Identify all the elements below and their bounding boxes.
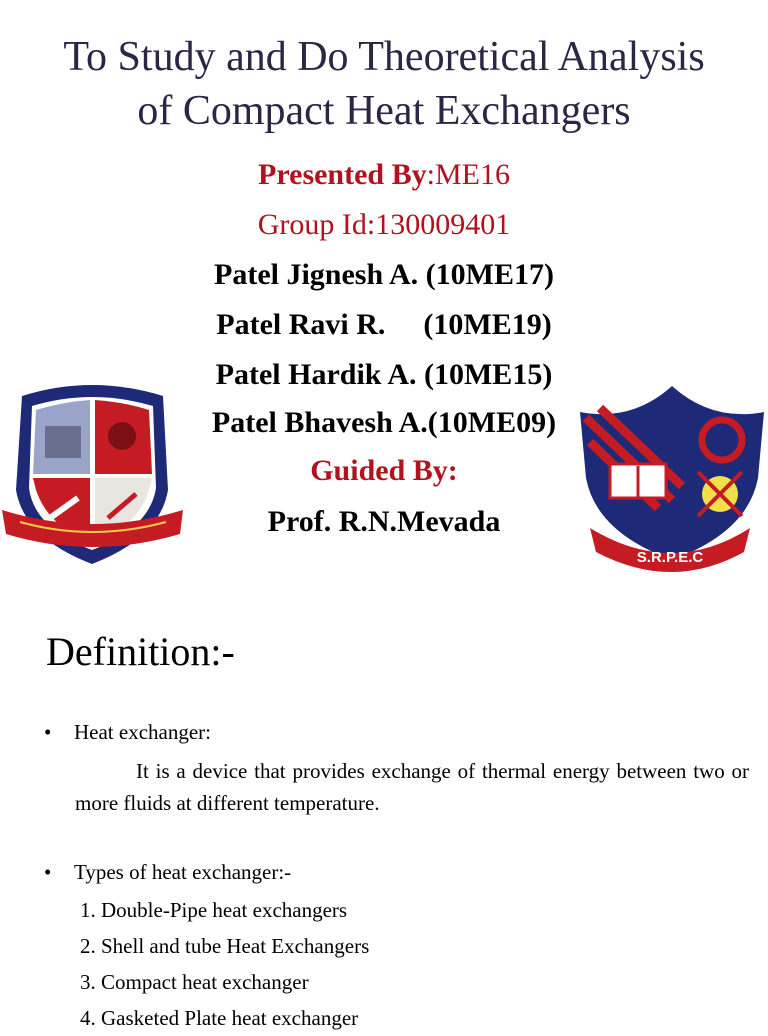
bullet-marker: • <box>44 860 52 884</box>
presented-by <box>0 157 768 193</box>
types-list <box>80 892 369 1036</box>
definition-slide <box>0 590 768 1030</box>
presented-by-label: Presented By <box>258 158 427 191</box>
member-name: Patel Hardik A. (10ME15) <box>215 358 553 391</box>
presented-by-value: :ME16 <box>426 158 510 191</box>
list-item: 2. Shell and tube Heat Exchangers <box>80 934 370 958</box>
university-logo <box>0 378 185 568</box>
slide-title <box>0 30 768 138</box>
list-item: 3. Compact heat exchanger <box>80 970 309 994</box>
title-line-1: To Study and Do Theoretical Analysis <box>63 34 705 80</box>
bullet-label: Types of heat exchanger:- <box>74 860 292 884</box>
guide-name: Prof. R.N.Mevada <box>267 505 501 538</box>
title-line-2: of Compact Heat Exchangers <box>137 88 631 134</box>
list-item: 1. Double-Pipe heat exchangers <box>80 898 348 922</box>
bullet-item <box>44 718 211 746</box>
list-item: 4. Gasketed Plate heat exchanger <box>80 1006 359 1030</box>
guided-by-label: Guided By: <box>310 454 458 487</box>
member-name: Patel Bhavesh A.(10ME09) <box>211 406 557 439</box>
member-name <box>0 307 768 343</box>
college-logo-text: S.R.P.E.C <box>636 549 704 566</box>
bullet-label: Heat exchanger: <box>74 720 212 744</box>
definition-heading: Definition:- <box>46 629 235 674</box>
definition-text: It is a device that provides exchange of thermal energy between two or more fluids at different temperature. <box>75 759 749 815</box>
group-id: Group Id:130009401 <box>257 208 511 241</box>
college-logo <box>572 382 768 578</box>
bullet-marker: • <box>44 720 52 744</box>
member-code: (10ME19) <box>423 308 552 341</box>
bullet-item <box>44 858 291 886</box>
member-name-text: Patel Ravi R. <box>216 308 386 341</box>
member-name: Patel Jignesh A. (10ME17) <box>214 258 554 291</box>
